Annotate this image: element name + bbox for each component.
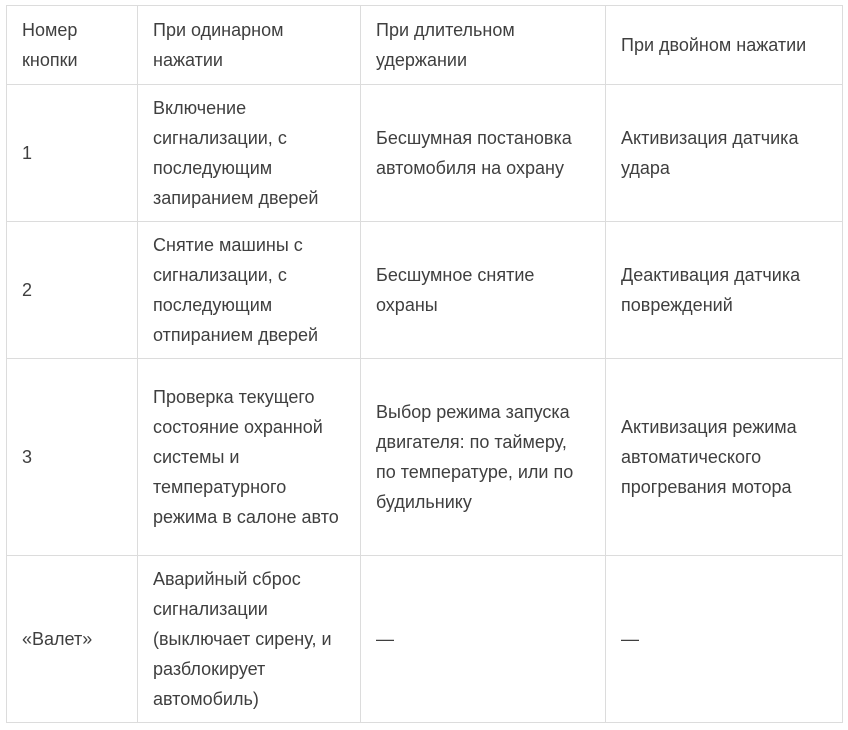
cell-button-number: 2	[7, 222, 138, 359]
remote-buttons-table	[6, 5, 843, 723]
cell-long-hold: Выбор режима запуска двигателя: по таймеру, по температуре, или по будильнику	[361, 359, 606, 556]
cell-single-press: Включение сигнализации, с последующим запиранием дверей	[138, 85, 361, 222]
cell-single-press: Проверка текущего состояние охранной системы и температурного режима в салоне авто	[138, 359, 361, 556]
table-row	[7, 222, 843, 359]
header-single-press: При одинарном нажатии	[138, 6, 361, 85]
header-button-number: Номер кнопки	[7, 6, 138, 85]
table-row	[7, 85, 843, 222]
cell-double-press: Активизация датчика удара	[606, 85, 843, 222]
header-double-press: При двойном нажатии	[606, 6, 843, 85]
cell-button-number: 1	[7, 85, 138, 222]
cell-button-number: 3	[7, 359, 138, 556]
cell-long-hold: Бесшумное снятие охраны	[361, 222, 606, 359]
cell-button-number: «Валет»	[7, 556, 138, 723]
cell-single-press: Аварийный сброс сигнализации (выключает сирену, и разблокирует автомобиль)	[138, 556, 361, 723]
cell-long-hold: —	[361, 556, 606, 723]
cell-single-press: Снятие машины с сигнализации, с последующим отпиранием дверей	[138, 222, 361, 359]
cell-double-press: —	[606, 556, 843, 723]
table-row	[7, 556, 843, 723]
header-long-hold: При длительном удержании	[361, 6, 606, 85]
cell-long-hold: Бесшумная постановка автомобиля на охрану	[361, 85, 606, 222]
table-header-row	[7, 6, 843, 85]
cell-double-press: Деактивация датчика повреждений	[606, 222, 843, 359]
table-row	[7, 359, 843, 556]
cell-double-press: Активизация режима автоматического прогревания мотора	[606, 359, 843, 556]
